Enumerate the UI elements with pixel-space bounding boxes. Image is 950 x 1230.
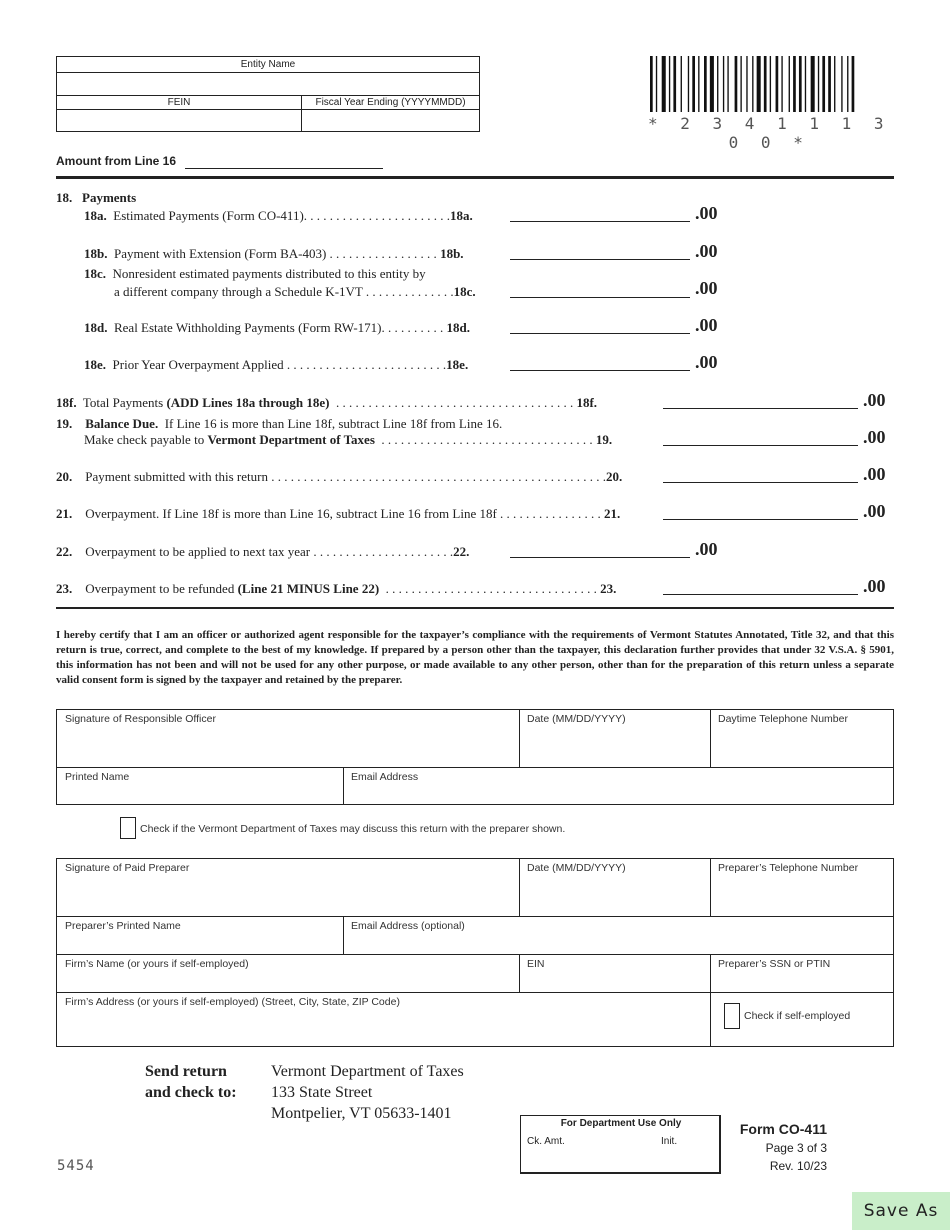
line-18b: 18b. Payment with Extension (Form BA-403) . . . . . . . . . . . . . . . . . 18b. bbox=[84, 246, 464, 261]
line-18f-amount[interactable] bbox=[663, 408, 858, 409]
line-19-cents: .00 bbox=[863, 427, 886, 447]
line-18d-cents: .00 bbox=[695, 315, 718, 335]
line-18c-amount[interactable] bbox=[510, 297, 690, 298]
self-employed-checkbox[interactable] bbox=[724, 1003, 740, 1029]
send-return-label: Send return and check to: bbox=[145, 1063, 237, 1101]
payments-heading: 18. Payments bbox=[56, 190, 137, 205]
preparer-date-label: Date (MM/DD/YYYY) bbox=[527, 862, 626, 874]
line-19: 19. Balance Due. If Line 16 is more than Line 18f, subtract Line 18f from Line 16. bbox=[56, 416, 503, 431]
line-20: 20. Payment submitted with this return . . . . . . . . . . . . . . . . . . . . . . . . . . . . . . . . . . . . . . . . . . . . . . . . . . . .20. bbox=[56, 469, 623, 484]
form-code: 5454 bbox=[57, 1158, 95, 1174]
line-18c-cont: a different company through a Schedule K-1VT . . . . . . . . . . . . . .18c. bbox=[114, 284, 476, 299]
line-18e-cents: .00 bbox=[695, 352, 718, 372]
line-18c-cents: .00 bbox=[695, 278, 718, 298]
init-label: Init. bbox=[661, 1136, 678, 1147]
barcode-text: * 2 3 4 1 1 1 3 0 0 * bbox=[648, 114, 890, 152]
discuss-checkbox-label: Check if the Vermont Department of Taxes may discuss this return with the preparer shown. bbox=[140, 823, 566, 835]
form-name: Form CO-411 bbox=[739, 1121, 827, 1137]
self-employed-label: Check if self-employed bbox=[744, 1010, 851, 1022]
firm-name-label: Firm’s Name (or yours if self-employed) bbox=[65, 958, 249, 970]
preparer-ssn-field[interactable] bbox=[711, 969, 893, 991]
preparer-phone-field[interactable] bbox=[711, 873, 893, 915]
address-line2: 133 State Street bbox=[271, 1084, 373, 1101]
line-18d-amount[interactable] bbox=[510, 333, 690, 334]
line-18f-cents: .00 bbox=[863, 390, 886, 410]
line-18b-amount[interactable] bbox=[510, 259, 690, 260]
preparer-email-field[interactable] bbox=[344, 931, 893, 953]
entity-header-box bbox=[56, 56, 480, 132]
line-18d: 18d. Real Estate Withholding Payments (Form RW-171). . . . . . . . . . 18d. bbox=[84, 320, 470, 335]
line-18e-amount[interactable] bbox=[510, 370, 690, 371]
certification-text: I hereby certify that I am an officer or authorized agent responsible for the taxpayer’s compliance with the requirements of Vermont Statutes Annotated, Title 32, and that this return is true, correct, and complete to the best of my knowledge. If prepared by a person other than the taxpayer, this declaration further provides that under 32 V.S.A. § 5901, this information has not been and will not be used for any other purpose, or made available to any other person, other than for the preparation of this return unless a separate valid consent form is signed by the taxpayer and retained by the preparer. bbox=[56, 629, 894, 686]
preparer-signature-field[interactable] bbox=[57, 873, 519, 915]
line-21-amount[interactable] bbox=[663, 519, 858, 520]
mailing-address bbox=[271, 1061, 464, 1124]
section-divider bbox=[56, 176, 894, 179]
entity-name-field[interactable] bbox=[57, 73, 479, 95]
department-use-title: For Department Use Only bbox=[560, 1118, 682, 1129]
revision: Rev. 10/23 bbox=[769, 1159, 827, 1173]
officer-signature-field[interactable] bbox=[57, 724, 519, 766]
line-18e: 18e. Prior Year Overpayment Applied . . . . . . . . . . . . . . . . . . . . . . . . .18e. bbox=[84, 357, 469, 372]
line-19-amount[interactable] bbox=[663, 445, 858, 446]
line-23: 23. Overpayment to be refunded (Line 21 MINUS Line 22) . . . . . . . . . . . . . . . . . . . . . . . . . . . . . . . . . 23. bbox=[56, 581, 617, 596]
officer-signature-block bbox=[56, 709, 894, 805]
fein-label: FEIN bbox=[167, 97, 191, 108]
fiscal-year-label: Fiscal Year Ending (YYYYMMDD) bbox=[315, 97, 466, 108]
preparer-date-field[interactable] bbox=[520, 873, 710, 915]
preparer-printed-name-field[interactable] bbox=[57, 931, 342, 953]
officer-printed-name-label: Printed Name bbox=[65, 771, 130, 783]
ck-amt-label: Ck. Amt. bbox=[527, 1136, 565, 1147]
officer-date-field[interactable] bbox=[520, 724, 710, 766]
line-22-amount[interactable] bbox=[510, 557, 690, 558]
officer-printed-name-field[interactable] bbox=[57, 782, 342, 804]
line-23-amount[interactable] bbox=[663, 594, 858, 595]
firm-address-field[interactable] bbox=[57, 1007, 709, 1045]
discuss-checkbox[interactable] bbox=[120, 817, 136, 839]
department-use-box bbox=[520, 1115, 721, 1174]
fiscal-year-field[interactable] bbox=[302, 110, 479, 131]
barcode bbox=[648, 56, 890, 112]
line-22: 22. Overpayment to be applied to next tax year . . . . . . . . . . . . . . . . . . . . . .22. bbox=[56, 544, 470, 559]
preparer-phone-label: Preparer’s Telephone Number bbox=[718, 862, 859, 874]
line-18a-amount[interactable] bbox=[510, 221, 690, 222]
address-line1: Vermont Department of Taxes bbox=[271, 1063, 464, 1080]
preparer-signature-label: Signature of Paid Preparer bbox=[65, 862, 190, 874]
fein-field[interactable] bbox=[57, 110, 300, 131]
officer-email-field[interactable] bbox=[344, 782, 893, 804]
preparer-ssn-label: Preparer’s SSN or PTIN bbox=[718, 958, 831, 970]
preparer-email-label: Email Address (optional) bbox=[351, 920, 465, 932]
preparer-block bbox=[56, 858, 894, 1047]
line-22-cents: .00 bbox=[695, 539, 718, 559]
line-18c: 18c. Nonresident estimated payments distributed to this entity by bbox=[84, 266, 426, 281]
officer-signature-label: Signature of Responsible Officer bbox=[65, 713, 216, 725]
officer-phone-label: Daytime Telephone Number bbox=[718, 713, 848, 725]
section-divider-2 bbox=[56, 607, 894, 609]
firm-address-label: Firm’s Address (or yours if self-employed) (Street, City, State, ZIP Code) bbox=[65, 996, 400, 1008]
line-21: 21. Overpayment. If Line 18f is more than Line 16, subtract Line 16 from Line 18f . . . . . . . . . . . . . . . . 21. bbox=[56, 506, 621, 521]
preparer-printed-name-label: Preparer’s Printed Name bbox=[65, 920, 181, 932]
line-18a: 18a. Estimated Payments (Form CO-411). . . . . . . . . . . . . . . . . . . . . . .18a. bbox=[84, 208, 473, 223]
officer-date-label: Date (MM/DD/YYYY) bbox=[527, 713, 626, 725]
page-number: Page 3 of 3 bbox=[765, 1141, 827, 1155]
line-23-cents: .00 bbox=[863, 576, 886, 596]
ein-label: EIN bbox=[527, 958, 545, 970]
officer-phone-field[interactable] bbox=[711, 724, 893, 766]
line-18a-cents: .00 bbox=[695, 203, 718, 223]
line-20-amount[interactable] bbox=[663, 482, 858, 483]
firm-name-field[interactable] bbox=[57, 969, 519, 991]
line-18b-cents: .00 bbox=[695, 241, 718, 261]
line-19-cont: Make check payable to Vermont Department of Taxes . . . . . . . . . . . . . . . . . . . . . . . . . . . . . . . . . 19. bbox=[84, 432, 613, 447]
amount-line16-field[interactable] bbox=[185, 168, 383, 169]
address-line3: Montpelier, VT 05633-1401 bbox=[271, 1105, 452, 1122]
amount-line16-label: Amount from Line 16 bbox=[56, 154, 177, 168]
line-18f: 18f. Total Payments (ADD Lines 18a through 18e) . . . . . . . . . . . . . . . . . . . . . . . . . . . . . . . . . . . . . 18f. bbox=[56, 395, 598, 410]
officer-email-label: Email Address bbox=[351, 771, 419, 783]
ein-field[interactable] bbox=[520, 969, 710, 991]
line-21-cents: .00 bbox=[863, 501, 886, 521]
entity-name-label: Entity Name bbox=[240, 59, 296, 70]
line-20-cents: .00 bbox=[863, 464, 886, 484]
save-as-button[interactable]: Save As bbox=[852, 1192, 950, 1230]
